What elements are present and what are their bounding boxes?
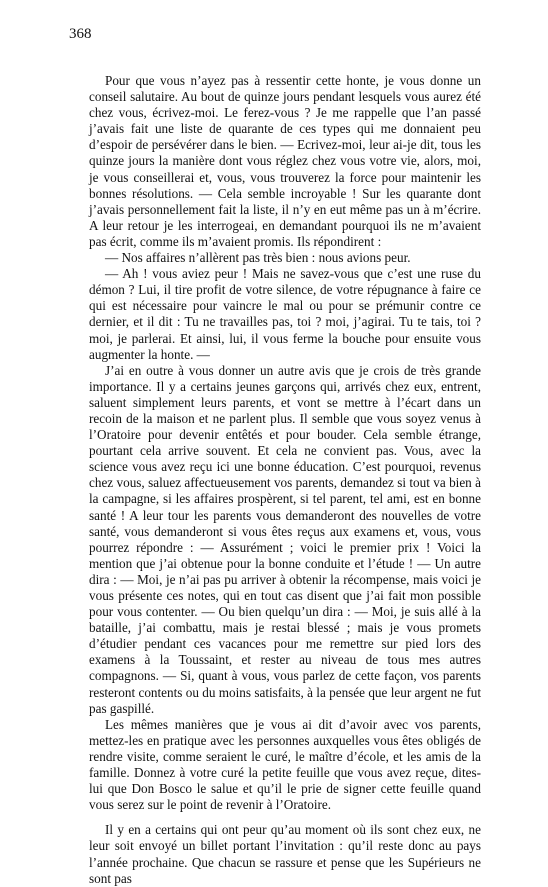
paragraph-closing: Il y en a certains qui ont peur qu’au moment où ils sont chez eux, ne leur soit envoyé un billet portant l’invitation : qu’il reste donc au pays l’année prochaine. Que chacun se rassure et pense que les Supérieurs ne sont pas bbox=[89, 822, 481, 886]
paragraph-intro: Pour que vous n’ayez pas à ressentir cette honte, je vous donne un conseil salutaire. Au bout de quinze jours pendant lesquels vous aurez été chez vous, écrivez-moi. Le ferez-vous ? Je me rappelle que l’an passé j’avais fait une liste de quarante de ces types qui me donnaient peu d’espoir de persévérer dans le bien. — Ecrivez-moi, leur ai-je dit, tous les quinze jours la manière dont vous réglez chez vous votre vie, alors, moi, je vous conseillerai et, vous, vous trouverez la force pour maintenir les bonnes résolutions. — Cela semble incroyable ! Sur les quarante dont j’avais personnellement fait la liste, il n’y en eut même pas un à m’écrire. A leur retour je les interrogeai, en demandant pourquoi ils ne m’avaient pas écrit, comme ils m’avaient promis. Ils répondirent : bbox=[89, 73, 481, 249]
page-number: 368 bbox=[69, 26, 92, 42]
body-text bbox=[89, 73, 481, 887]
paragraph-visits: Les mêmes manières que je vous ai dit d’avoir avec vos parents, mettez-les en pratique avec les personnes auxquelles vous êtes obligés de rendre visite, comme seraient le curé, le maître d’école, et les amis de la famille. Donnez à votre curé la petite feuille que vous avez reçue, dites-lui que Don Bosco le salue et qu’il le prie de signer cette feuille quand vous serez sur le point de revenir à l’Oratoire. bbox=[89, 716, 481, 813]
paragraph-reply: — Nos affaires n’allèrent pas très bien : nous avions peur. bbox=[105, 250, 411, 266]
paragraph-advice: J’ai en outre à vous donner un autre avis que je crois de très grande importance. Il y a certains jeunes garçons qui, arrivés chez eux, entrent, saluent simplement leurs parents, et vont se mettre à l’écart dans un recoin de la maison et ne parlent plus. Il semble que vous soyez venus à l’Oratoire pour devenir entêtés et pour bouder. Cela semble étrange, pourtant cela arrive souvent. Et cela ne convient pas. Vous, avec la science vous avez reçu ici une bonne éducation. C’est pourquoi, revenus chez vous, saluez affectueusement vos parents, demandez si tout va bien à la campagne, si les affaires prospèrent, si tel parent, tel ami, est en bonne santé ! A leur tour les parents vous demanderont des nouvelles de votre santé, vous demanderont si vous êtes reçus aux examens et, vous, vous pourrez répondre : — Assurément ; voici le premier prix ! Voici la mention que j’ai obtenue pour la bonne conduite et l’étude ! — Un autre dira : — Moi, je n’ai pas pu arriver à obtenir la récompense, mais voici je vous présente ces notes, qui en tout cas disent que j’ai fait mon possible pour vous contenter. — Ou bien quelqu’un dira : — Moi, je suis allé à la bataille, j’ai combattu, mais je restai blessé ; mais je vous promets d’étudier pendant ces vacances pour me remettre sur pied lors des examens à la Toussaint, et rester au niveau de tous mes autres compagnons. — Si, quant à vous, vous parlez de cette façon, vos parents resteront contents ou du moins satisfaits, à la pensée que leur argent ne fut pas gaspillé. bbox=[89, 362, 481, 716]
paragraph-response: — Ah ! vous aviez peur ! Mais ne savez-vous que c’est une ruse du démon ? Lui, il tire profit de votre silence, de votre répugnance à faire ce qui est nécessaire pour vaincre le mal ou pour se prémunir contre ce dernier, et il dit : Tu ne travailles pas, toi ? moi, j’agirai. Tu te tais, toi ? moi, je parlerai. Et ainsi, lui, il vous ferme la bouche pour ensuite vous augmenter la honte. — bbox=[89, 266, 481, 362]
